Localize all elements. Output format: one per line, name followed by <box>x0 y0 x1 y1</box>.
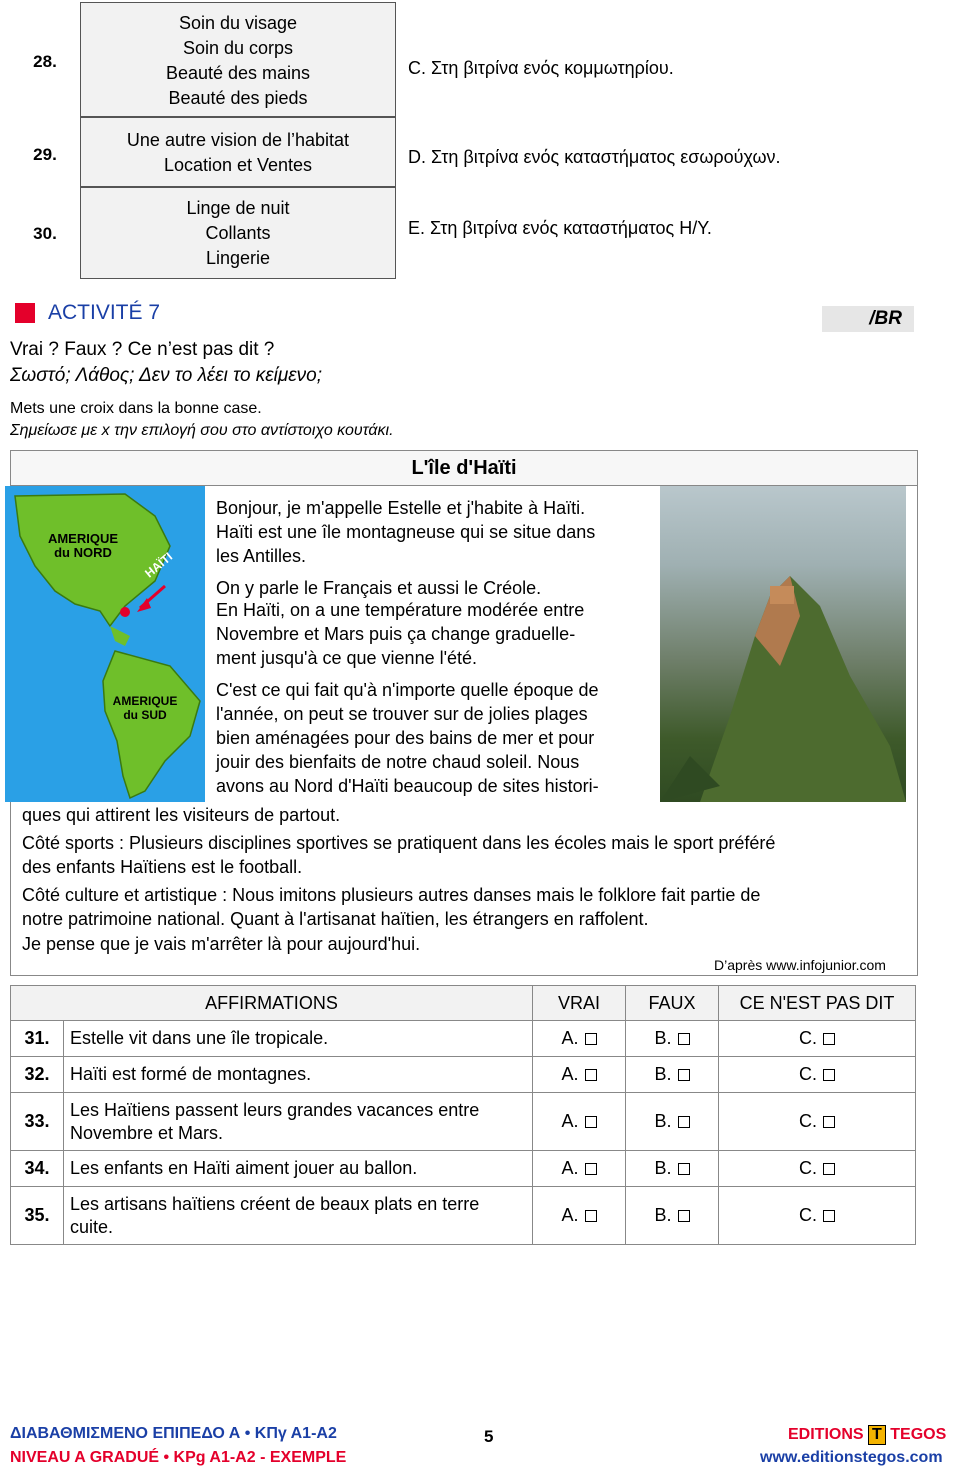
paragraph-closing: Je pense que je vais m'arrêter là pour aujourd'hui. <box>22 934 421 954</box>
option-label: A. <box>561 1028 579 1048</box>
paragraph-sports <box>22 831 908 879</box>
text-line: notre patrimoine national. Quant à l'artisanat haïtien, les étrangers en raffolent. <box>22 909 649 929</box>
option-label: B. <box>654 1158 672 1178</box>
header-faux: FAUX <box>626 986 719 1021</box>
map-label-south: AMERIQUE du SUD <box>112 694 178 722</box>
brand-tegos: TEGOS <box>890 1426 947 1443</box>
option-label: A. <box>561 1064 579 1084</box>
text-line: ment jusqu'à ce que vienne l'été. <box>216 648 478 668</box>
checkbox-icon[interactable] <box>678 1163 690 1175</box>
table-row <box>11 1093 916 1151</box>
checkbox-icon[interactable] <box>678 1069 690 1081</box>
reading-title: L'île d'Haïti <box>11 451 917 486</box>
question-number: 32. <box>11 1057 64 1093</box>
header-affirmations: AFFIRMATIONS <box>11 986 533 1021</box>
activity-title: ACTIVITÉ 7 <box>48 301 161 324</box>
row-answer: E. Στη βιτρίνα ενός καταστήματος Η/Υ. <box>408 218 712 238</box>
option-label: B. <box>654 1205 672 1225</box>
table-row <box>11 1151 916 1187</box>
checkbox-icon[interactable] <box>678 1033 690 1045</box>
question-number: 34. <box>11 1151 64 1187</box>
question-number: 31. <box>11 1021 64 1057</box>
option-b[interactable] <box>626 1151 719 1187</box>
text-line: C'est ce qui fait qu'à n'importe quelle époque de <box>216 680 599 700</box>
source-prefix: D’après <box>714 957 767 973</box>
checkbox-icon[interactable] <box>585 1033 597 1045</box>
row-items <box>80 117 396 187</box>
option-a[interactable] <box>533 1151 626 1187</box>
text-line: jouir des bienfaits de notre chaud soleil. Nous <box>216 752 580 772</box>
checkbox-icon[interactable] <box>678 1116 690 1128</box>
row-number: 29. <box>33 145 57 164</box>
checkbox-icon[interactable] <box>585 1116 597 1128</box>
map-label-north: AMERIQUE du NORD <box>47 531 119 560</box>
item-text: Soin du corps <box>182 38 294 58</box>
option-a[interactable] <box>533 1021 626 1057</box>
option-c[interactable] <box>719 1187 916 1245</box>
score-box: /BR <box>822 306 914 332</box>
text-line: les Antilles. <box>216 546 307 566</box>
map-image <box>5 486 205 802</box>
paragraph-beaches <box>216 678 650 798</box>
publisher-website[interactable]: www.editionstegos.com <box>760 1449 943 1466</box>
text-line: avons au Nord d'Haïti beaucoup de sites histori- <box>216 776 599 796</box>
option-label: C. <box>799 1028 817 1048</box>
option-a[interactable] <box>533 1057 626 1093</box>
mountain-photo <box>660 486 906 802</box>
option-label: B. <box>654 1028 672 1048</box>
option-a[interactable] <box>533 1093 626 1151</box>
text-line: Bonjour, je m'appelle Estelle et j'habite à Haïti. <box>216 498 586 518</box>
item-text: Linge de nuit <box>186 198 290 218</box>
item-text: Une autre vision de l’habitat <box>126 130 350 150</box>
paragraph-culture <box>22 883 908 931</box>
paragraph-climate <box>216 598 650 670</box>
checkbox-icon[interactable] <box>823 1163 835 1175</box>
option-c[interactable] <box>719 1093 916 1151</box>
text-line: bien aménagées pour des bains de mer et pour <box>216 728 595 748</box>
row-answer: C. Στη βιτρίνα ενός κομμωτηρίου. <box>408 58 674 78</box>
option-label: A. <box>561 1111 579 1131</box>
header-pas-dit: CE N'EST PAS DIT <box>719 986 916 1021</box>
item-text: Location et Ventes <box>163 155 313 175</box>
option-label: C. <box>799 1158 817 1178</box>
table-row <box>11 1021 916 1057</box>
option-c[interactable] <box>719 1021 916 1057</box>
publisher-brand <box>788 1425 946 1445</box>
row-number: 28. <box>33 52 57 71</box>
text-line: Côté sports : Plusieurs disciplines sportives se pratiquent dans les écoles mais le sport préféré <box>22 833 776 853</box>
option-label: C. <box>799 1111 817 1131</box>
option-c[interactable] <box>719 1151 916 1187</box>
option-b[interactable] <box>626 1021 719 1057</box>
statement-text: Estelle vit dans une île tropicale. <box>64 1021 533 1057</box>
question-number: 33. <box>11 1093 64 1151</box>
statement-text: Haïti est formé de montagnes. <box>64 1057 533 1093</box>
checkbox-icon[interactable] <box>585 1163 597 1175</box>
instruction-fr: Vrai ? Faux ? Ce n’est pas dit ? <box>10 339 275 360</box>
checkbox-icon[interactable] <box>823 1069 835 1081</box>
statement-text: Les enfants en Haïti aiment jouer au ballon. <box>64 1151 533 1187</box>
option-label: B. <box>654 1111 672 1131</box>
statement-text: Les Haïtiens passent leurs grandes vacances entre Novembre et Mars. <box>64 1093 533 1151</box>
option-a[interactable] <box>533 1187 626 1245</box>
item-text: Beauté des mains <box>165 63 311 83</box>
subinstruction-gr: Σημείωσε με x την επιλογή σου στο αντίστοιχο κουτάκι. <box>10 422 394 439</box>
text-line: En Haïti, on a une température modérée entre <box>216 600 585 620</box>
checkbox-icon[interactable] <box>823 1116 835 1128</box>
table-header-row <box>11 986 916 1021</box>
page-number: 5 <box>484 1427 494 1446</box>
option-label: B. <box>654 1064 672 1084</box>
footer-level-gr: ΔΙΑΒΑΘΜΙΣΜΕΝΟ ΕΠΙΠΕΔΟ Α • ΚΠγ Α1-Α2 <box>10 1425 337 1442</box>
option-label: C. <box>799 1205 817 1225</box>
row-answer: D. Στη βιτρίνα ενός καταστήματος εσωρούχων. <box>408 147 781 167</box>
brand-editions: EDITIONS <box>788 1426 864 1443</box>
option-b[interactable] <box>626 1057 719 1093</box>
source-credit <box>714 957 886 973</box>
affirmations-table <box>10 985 916 1245</box>
checkbox-icon[interactable] <box>823 1033 835 1045</box>
subinstruction-fr: Mets une croix dans la bonne case. <box>10 400 262 417</box>
map-label-haiti: HAÏTI <box>142 549 176 581</box>
item-text: Collants <box>205 223 271 243</box>
checkbox-icon[interactable] <box>823 1210 835 1222</box>
row-number: 30. <box>33 224 57 243</box>
paragraph-language: On y parle le Français et aussi le Créole. <box>216 578 542 598</box>
table-row <box>11 1057 916 1093</box>
text-line: Haïti est une île montagneuse qui se situe dans <box>216 522 596 542</box>
instruction-gr: Σωστό; Λάθος; Δεν το λέει το κείμενο; <box>10 365 322 386</box>
paragraph-intro <box>216 496 650 568</box>
checkbox-icon[interactable] <box>585 1210 597 1222</box>
source-link[interactable]: www.infojunior.com <box>766 957 886 973</box>
text-line: Côté culture et artistique : Nous imitons plusieurs autres danses mais le folklore fait partie de <box>22 885 761 905</box>
checkbox-icon[interactable] <box>678 1210 690 1222</box>
table-row <box>11 1187 916 1245</box>
text-line: Novembre et Mars puis ça change graduelle- <box>216 624 576 644</box>
text-line: l'année, on peut se trouver sur de jolies plages <box>216 704 588 724</box>
question-number: 35. <box>11 1187 64 1245</box>
row-items <box>80 187 396 279</box>
option-label: C. <box>799 1064 817 1084</box>
item-text: Soin du visage <box>178 13 298 33</box>
item-text: Lingerie <box>205 248 271 268</box>
option-label: A. <box>561 1158 579 1178</box>
item-text: Beauté des pieds <box>168 88 308 108</box>
bullet-square-icon <box>15 303 35 323</box>
paragraph-beaches-end: ques qui attirent les visiteurs de partout. <box>22 805 341 825</box>
option-b[interactable] <box>626 1093 719 1151</box>
checkbox-icon[interactable] <box>585 1069 597 1081</box>
option-c[interactable] <box>719 1057 916 1093</box>
header-vrai: VRAI <box>533 986 626 1021</box>
footer-level-fr: NIVEAU A GRADUÉ • KPg A1-A2 - EXEMPLE <box>10 1449 347 1466</box>
text-line: des enfants Haïtiens est le football. <box>22 857 303 877</box>
brand-logo-t: T <box>868 1425 886 1445</box>
option-label: A. <box>561 1205 579 1225</box>
statement-text: Les artisans haïtiens créent de beaux plats en terre cuite. <box>64 1187 533 1245</box>
option-b[interactable] <box>626 1187 719 1245</box>
row-items <box>80 2 396 117</box>
